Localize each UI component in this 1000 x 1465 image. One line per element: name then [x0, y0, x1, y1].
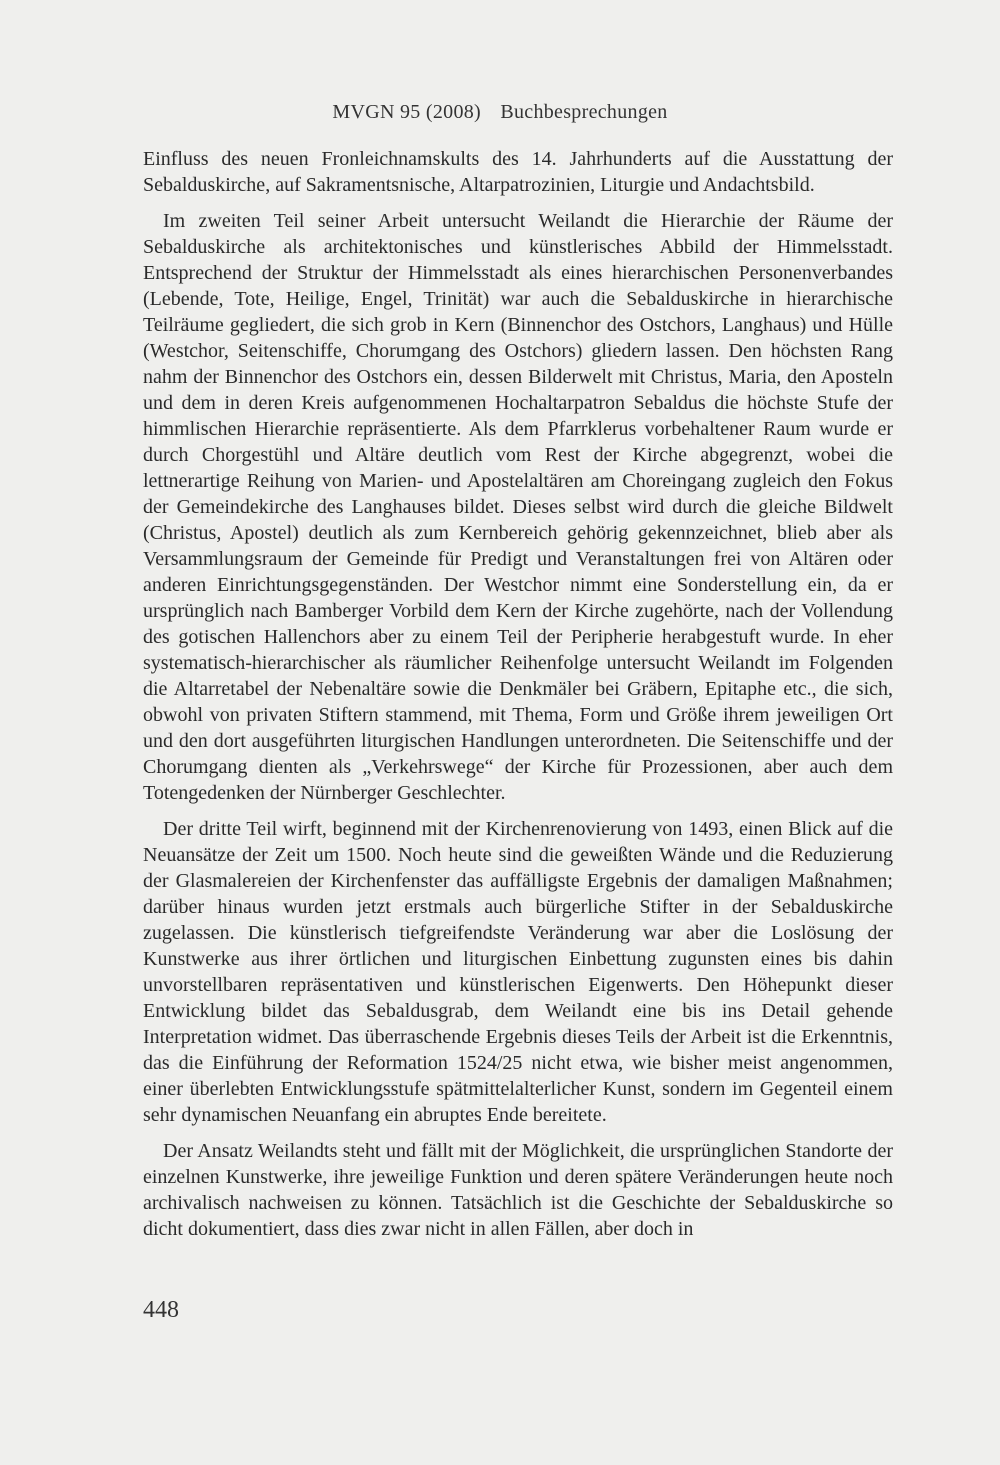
- body-text: [143, 146, 893, 1252]
- paragraph-continuation: Einfluss des neuen Fronleichnamskults des 14. Jahrhunderts auf die Ausstattung der Sebalduskirche, auf Sakramentsnische, Altarpatrozinien, Liturgie und Andachtsbild.: [143, 148, 893, 196]
- running-header: [0, 101, 1000, 124]
- page-number: 448: [143, 1297, 179, 1323]
- journal-citation: MVGN 95 (2008): [332, 101, 482, 123]
- paragraph-renovation-1493: Der dritte Teil wirft, beginnend mit der Kirchenrenovierung von 1493, einen Blick auf die Neuansätze der Zeit um 1500. Noch heute sind die geweißten Wände und die Reduzierung der Glasmalereien der Kirchenfenster das auffälligste Ergebnis der damaligen Maßnahmen; darüber hinaus wurden jetzt erstmals auch bürgerliche Stifter in der Sebalduskirche zugelassen. Die künstlerisch tiefgreifendste Veränderung war aber die Loslösung der Kunstwerke aus ihrer örtlichen und liturgischen Einbettung zugunsten eines bis dahin unvorstellbaren repräsentativen und künstlerischen Eigenwerts. Den Höhepunkt dieser Entwicklung bildet das Sebaldusgrab, dem Weilandt eine bis ins Detail gehende Interpretation widmet. Das überraschende Ergebnis dieses Teils der Arbeit ist die Erkenntnis, das die Einführung der Reformation 1524/25 nicht etwa, wie bisher meist angenommen, einer überlebten Entwicklungsstufe spätmittelalterlicher Kunst, sondern im Gegenteil einem sehr dynamischen Neuanfang ein abruptes Ende bereitete.: [143, 818, 893, 1126]
- section-title: Buchbesprechungen: [500, 101, 668, 123]
- paragraph-approach: Der Ansatz Weilandts steht und fällt mit der Möglichkeit, die ursprünglichen Standorte der einzelnen Kunstwerke, ihre jeweilige Funktion und deren spätere Veränderungen heute noch archivalisch nachweisen zu können. Tatsächlich ist die Geschichte der Sebalduskirche so dicht dokumentiert, dass dies zwar nicht in allen Fällen, aber doch in: [143, 1140, 893, 1240]
- paragraph-hierarchy-of-spaces: Im zweiten Teil seiner Arbeit untersucht Weilandt die Hierarchie der Räume der Sebalduskirche als architektonisches und künstlerisches Abbild der Himmelsstadt. Entsprechend der Struktur der Himmelsstadt als eines hierarchischen Personenverbandes (Lebende, Tote, Heilige, Engel, Trinität) war auch die Sebalduskirche in hierarchische Teilräume gegliedert, die sich grob in Kern (Binnenchor des Ostchors, Langhaus) und Hülle (Westchor, Seitenschiffe, Chorumgang des Ostchors) gliedern lassen. Den höchsten Rang nahm der Binnenchor des Ostchors ein, dessen Bilderwelt mit Christus, Maria, den Aposteln und dem in deren Kreis aufgenommenen Hochaltarpatron Sebaldus die höchste Stufe der himmlischen Hierarchie repräsentierte. Als dem Pfarrklerus vorbehaltener Raum wurde er durch Chorgestühl und Altäre deutlich vom Rest der Kirche abgegrenzt, wobei die lettnerartige Reihung von Marien- und Apostelaltären am Choreingang zugleich den Fokus der Gemeindekirche des Langhauses bildet. Dieses selbst wird durch die gleiche Bildwelt (Christus, Apostel) deutlich als zum Kernbereich gehörig gekennzeichnet, blieb aber als Versammlungsraum der Gemeinde für Predigt und Veranstaltungen frei von Altären oder anderen Einrichtungsgegenständen. Der Westchor nimmt eine Sonderstellung ein, da er ursprünglich nach Bamberger Vorbild dem Kern der Kirche zugehörte, nach der Vollendung des gotischen Hallenchors aber zu einem Teil der Peripherie herabgestuft wurde. In eher systematisch-hierarchischer als räumlicher Reihenfolge untersucht Weilandt im Folgenden die Altarretabel der Nebenaltäre sowie die Denkmäler bei Gräbern, Epitaphe etc., die sich, obwohl von privaten Stiftern stammend, mit Thema, Form und Größe ihrem jeweiligen Ort und den dort ausgeführten liturgischen Handlungen unterordneten. Die Seitenschiffe und der Chorumgang dienten als „Verkehrswege“ der Kirche für Prozessionen, aber auch dem Totengedenken der Nürnberger Geschlechter.: [143, 210, 893, 804]
